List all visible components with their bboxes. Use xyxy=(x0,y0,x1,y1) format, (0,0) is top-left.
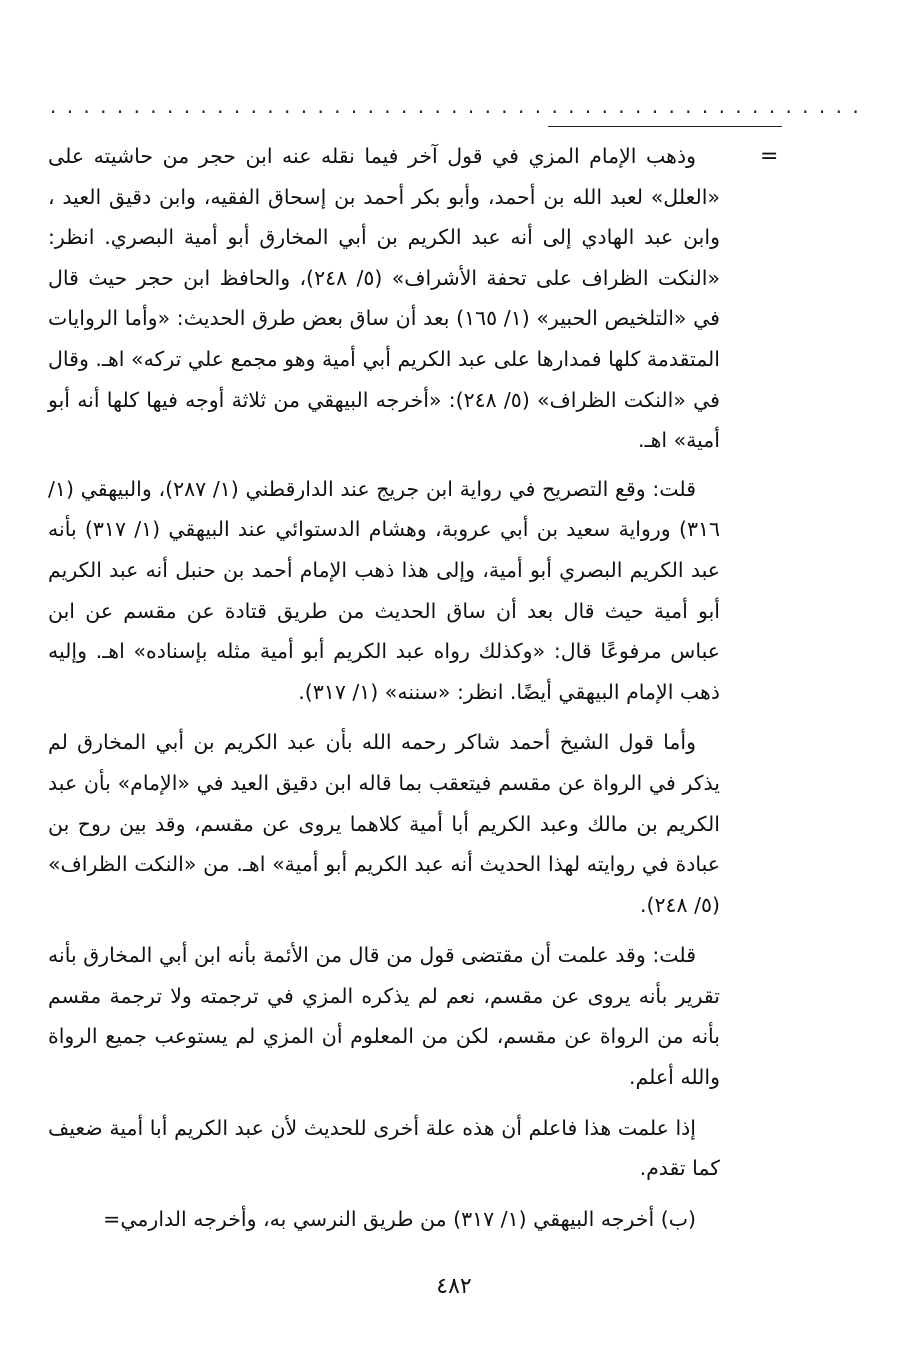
paragraph-text: وأما قول الشيخ أحمد شاكر رحمه الله بأن عبد الكريم بن أبي المخارق لم يذكر في الرواة عن مقسم فيتعقب بما قاله ابن دقيق العيد في «الإمام» بأن عبد الكريم بن مالك وعبد الكريم أبا أمية كلاهما يروى عن مقسم، وقد بين روح بن عبادة في روايته لهذا الحديث أنه عبد الكريم أبو أمية» اهـ. من «النكت الظراف» (٥/ ٢٤٨). xyxy=(48,730,720,917)
paragraph-text: وذهب الإمام المزي في قول آخر فيما نقله عنه ابن حجر من حاشيته على «العلل» لعبد الله بن أحمد، وأبو بكر أحمد بن إسحاق الفقيه، وابن دقيق العيد ، وابن عبد الهادي إلى أنه عبد الكريم بن أبي المخارق أبو أمية البصري. انظر: «النكت الظراف على تحفة الأشراف» (٥/ ٢٤٨)، والحافظ ابن حجر حيث قال في «التلخيص الحبير» (١/ ١٦٥) بعد أن ساق بعض طرق الحديث: «وأما الروايات المتقدمة كلها فمدارها على عبد الكريم أبي أمية وهو مجمع علي تركه» اهـ. وقال في «النكت الظراف» (٥/ ٢٤٨): «أخرجه البيهقي من ثلاثة أوجه فيها كلها أنه أبو أمية» اهـ. xyxy=(48,144,720,453)
continuation-mark: = xyxy=(760,144,779,169)
paragraph-text: (ب) أخرجه البيهقي (١/ ٣١٧) من طريق النرسي به، وأخرجه الدارمي= xyxy=(103,1206,696,1231)
dotted-separator: . . . . . . . . . . . . . . . . . . . . . . . . . . . . . . . . . . . . . . . . . . . . . . . . . xyxy=(50,94,861,118)
paragraph-text: قلت: وقع التصريح في رواية ابن جريج عند الدارقطني (١/ ٢٨٧)، والبيهقي (١/ ٣١٦) ورواية سعيد بن أبي عروبة، وهشام الدستوائي عند البيهقي (١/ ٣١٧) بأنه عبد الكريم البصري أبو أمية، وإلى هذا ذهب الإمام أحمد بن حنبل أنه عبد الكريم أبو أمية حيث قال بعد أن ساق الحديث من طريق قتادة عن مقسم عن ابن عباس مرفوعًا قال: «وكذلك رواه عبد الكريم أبو أمية مثله بإسناده» اهـ. وإليه ذهب الإمام البيهقي أيضًا. انظر: «سننه» (١/ ٣١٧). xyxy=(48,476,720,704)
paragraph-text: قلت: وقد علمت أن مقتضى قول من قال من الأئمة بأنه ابن أبي المخارق بأنه تقرير بأنه يروى عن مقسم، نعم لم يذكره المزي في ترجمته ولا ترجمة مقسم بأنه من الرواة عن مقسم، لكن من المعلوم أن المزي لم يستوعب جميع الرواة والله أعلم. xyxy=(48,943,720,1090)
footnote-rule xyxy=(548,126,782,127)
paragraph xyxy=(48,1199,720,1240)
paragraph xyxy=(48,935,720,1097)
paragraph xyxy=(48,469,720,713)
page-number: ٤٨٢ xyxy=(436,1274,472,1299)
paragraph xyxy=(48,136,720,461)
paragraph xyxy=(48,722,720,925)
footnote-text xyxy=(48,136,720,1249)
paragraph-text: إذا علمت هذا فاعلم أن هذه علة أخرى للحديث لأن عبد الكريم أبا أمية ضعيف كما تقدم. xyxy=(48,1115,720,1181)
paragraph xyxy=(48,1108,720,1189)
